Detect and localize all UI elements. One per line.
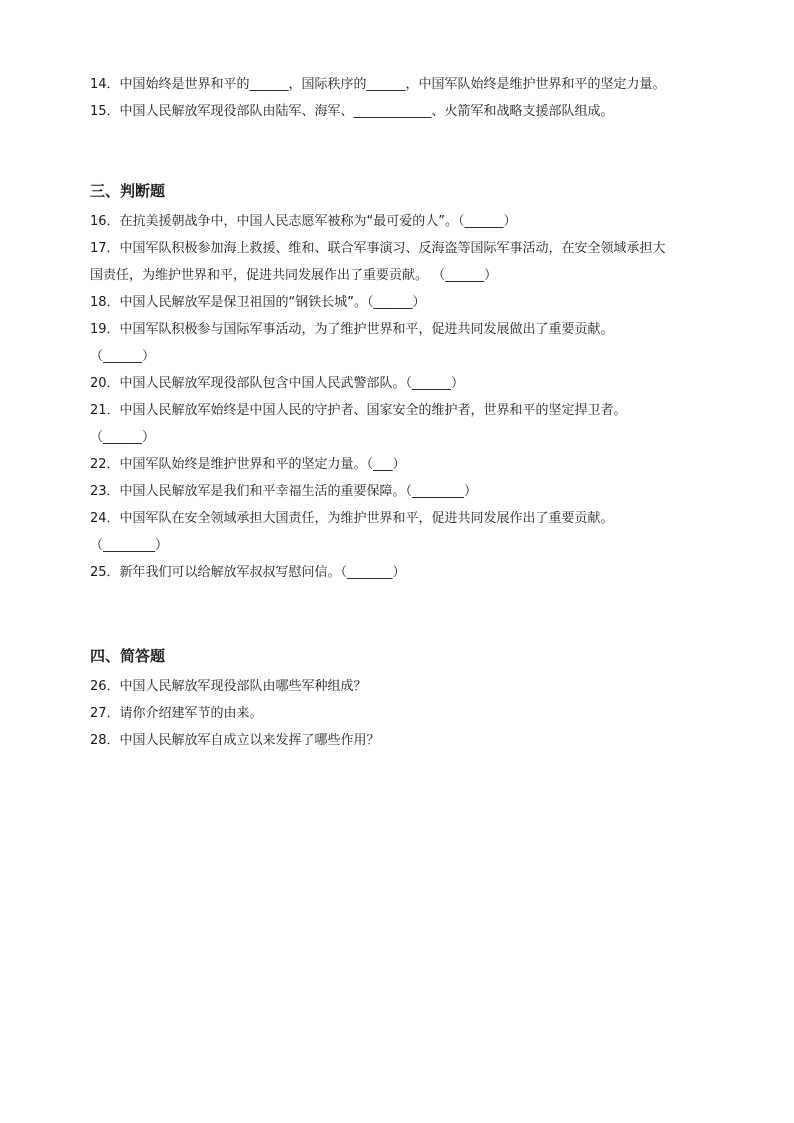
question-15: 15．中国人民解放军现役部队由陆军、海军、____________、火箭军和战略支援部队组成。	[90, 104, 614, 119]
question-19-line-2: （______）	[90, 349, 156, 364]
question-14: 14．中国始终是世界和平的______，国际秩序的______，中国军队始终是维护世界和平的坚定力量。	[90, 77, 666, 92]
question-21-line-2: （______）	[90, 430, 156, 445]
question-17-line-2: 国责任，为维护世界和平，促进共同发展作出了重要贡献。 （______）	[90, 268, 498, 283]
question-23: 23．中国人民解放军是我们和平幸福生活的重要保障。（________）	[90, 484, 478, 499]
question-20: 20．中国人民解放军现役部队包含中国人民武警部队。（______）	[90, 376, 465, 391]
question-28: 28．中国人民解放军自成立以来发挥了哪些作用？	[90, 733, 380, 748]
question-27: 27．请你介绍建军节的由来。	[90, 706, 263, 721]
question-24-line-2: （________）	[90, 538, 169, 553]
question-25: 25．新年我们可以给解放军叔叔写慰问信。（_______）	[90, 565, 406, 580]
question-19-line-1: 19．中国军队积极参与国际军事活动，为了维护世界和平，促进共同发展做出了重要贡献。	[90, 322, 614, 337]
question-22: 22．中国军队始终是维护世界和平的坚定力量。（___）	[90, 457, 406, 472]
section-heading-short-answer: 四、简答题	[90, 647, 166, 665]
question-17-line-1: 17．中国军队积极参加海上救援、维和、联合军事演习、反海盗等国际军事活动，在安全领域承担大	[90, 241, 666, 256]
question-16: 16．在抗美援朝战争中，中国人民志愿军被称为“最可爱的人”。（______）	[90, 214, 517, 229]
question-21-line-1: 21．中国人民解放军始终是中国人民的守护者、国家安全的维护者，世界和平的坚定捍卫者。	[90, 403, 627, 418]
question-24-line-1: 24．中国军队在安全领域承担大国责任，为维护世界和平，促进共同发展作出了重要贡献。	[90, 511, 614, 526]
question-18: 18．中国人民解放军是保卫祖国的“钢铁长城”。（______）	[90, 295, 426, 310]
question-26: 26．中国人民解放军现役部队由哪些军种组成？	[90, 679, 367, 694]
section-heading-true-false: 三、判断题	[90, 182, 166, 200]
